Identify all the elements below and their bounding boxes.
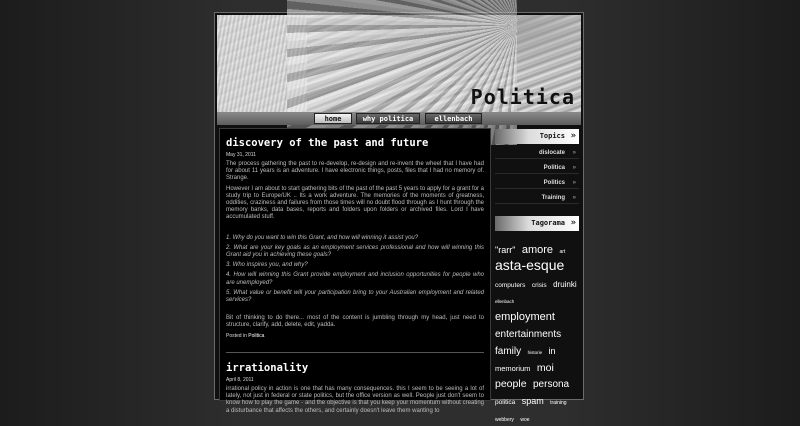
tag-link[interactable]: spam [521,396,544,407]
small-arrow-right-icon: » [572,195,576,201]
post-title[interactable]: irrationality [226,362,309,374]
post-paragraph: Bit of thinking to do there... most of the content is jumbling through my head, just need to structure, clarify, add, delete, edit, yadda. [226,315,484,329]
tag-link[interactable]: in [548,345,556,356]
header-banner [217,15,581,112]
tag-link[interactable]: family [495,345,522,357]
post-paragraph: The process gathering the past to re-develop, re-design and re-invent the wheel that I have had for about 11 years is an adventure. I have electronic things, posts, files that I had no memory of. Strange. [226,161,484,182]
post-paragraph: However I am about to start gathering bits of the past of the past 5 years to apply for a grant for a study trip to Europe/UK .. Its a work adventure. The memories of the moments of greatness, oddities, craziness and failures from those times will no doubt flood through as I hunt through the memory banks, data bases, reports and folders upon folders or archived files. Lord I have accumulated stuff. [226,185,484,221]
tag-link[interactable]: art [559,249,566,255]
post [226,362,484,415]
sidebar-item-label: Politics [543,180,565,186]
posted-in-label: Posted in [226,332,247,339]
sidebar [493,128,581,423]
tag-link[interactable]: memorium [495,363,531,373]
tag-link[interactable]: webbery [495,416,514,423]
site-title[interactable]: Politica [470,85,575,109]
chevron-double-right-icon: » [570,131,576,141]
tag-link[interactable]: ellenbach [495,299,515,305]
small-arrow-right-icon: » [572,180,576,186]
tag-link[interactable]: amore [521,244,554,256]
post-meta [226,333,484,339]
sidebar-item-training[interactable] [495,193,579,204]
tag-link[interactable]: entertainments [495,328,562,340]
post-date: April 8, 2011 [226,377,254,383]
sidebar-item-label: dislocate [538,150,565,156]
sidebar-item-politics[interactable] [495,178,579,189]
small-arrow-right-icon: » [572,150,576,156]
tag-link[interactable]: druinki [553,279,577,289]
chevron-double-right-icon: » [570,218,576,228]
sidebar-item-dislocate[interactable] [495,148,579,159]
tags-title: Tagorama [531,219,565,227]
post-date: May 31, 2011 [226,152,256,158]
tag-link[interactable]: people [495,378,527,391]
content-area [219,128,491,414]
nav-bar [217,112,581,125]
tag-link[interactable]: asta-esque [495,256,565,273]
page-wrapper [214,12,584,423]
tab-why-politica[interactable]: why politica [356,113,420,124]
small-arrow-right-icon: » [572,165,576,171]
post-divider [226,352,484,353]
tag-link[interactable]: employment [495,311,555,324]
tag-link[interactable]: "rarr" [495,245,516,255]
post-question: 3. Who inspires you, and why? [226,262,308,269]
post-question: 4. How will winning this Grant provide employment and inclusion opportunities for people who are unemployed? [226,272,484,286]
tag-link[interactable]: historie [527,349,543,355]
post [226,137,484,339]
topics-title: Topics [539,132,565,140]
tag-link[interactable]: woe [520,416,530,423]
sidebar-item-label: Politica [543,165,565,171]
sidebar-item-politica[interactable] [495,163,579,174]
sidebar-item-label: Training [541,195,565,201]
post-paragraph: irrational policy in action is one that has many consequences. this I seem to be seeing a lot of lately, not just in federal or state politics, but the office version as well. People just don't seem to know how to play the game - and the objective is that you keep your momentum without creating a disturbance that affects the others, and certainly doesn't leave them wanting to [226,386,484,414]
tags-heading [495,216,579,231]
tag-link[interactable]: training [550,400,567,407]
tab-home[interactable]: home [314,113,352,124]
tag-cloud [495,241,579,426]
tag-link[interactable]: computers [495,281,526,289]
tag-link[interactable]: politica [495,399,516,407]
tag-link[interactable]: crisis [531,281,547,289]
tab-ellenbach[interactable]: ellenbach [425,113,482,124]
category-link[interactable]: Politica [248,332,265,339]
post-title[interactable]: discovery of the past and future [226,137,429,149]
post-question: 5. What value or benefit will your participation bring to your Australian employment and related services? [226,289,484,304]
tag-link[interactable]: moi [536,361,554,374]
post-question: 2. What are your key goals as an employment services professional and how will winning this Grant aid you in achieving these goals? [226,244,484,259]
post-question: 1. Why do you want to win this Grant, and how will winning it assist you? [226,234,419,241]
topics-heading [495,129,579,144]
tag-link[interactable]: persona [532,379,570,391]
